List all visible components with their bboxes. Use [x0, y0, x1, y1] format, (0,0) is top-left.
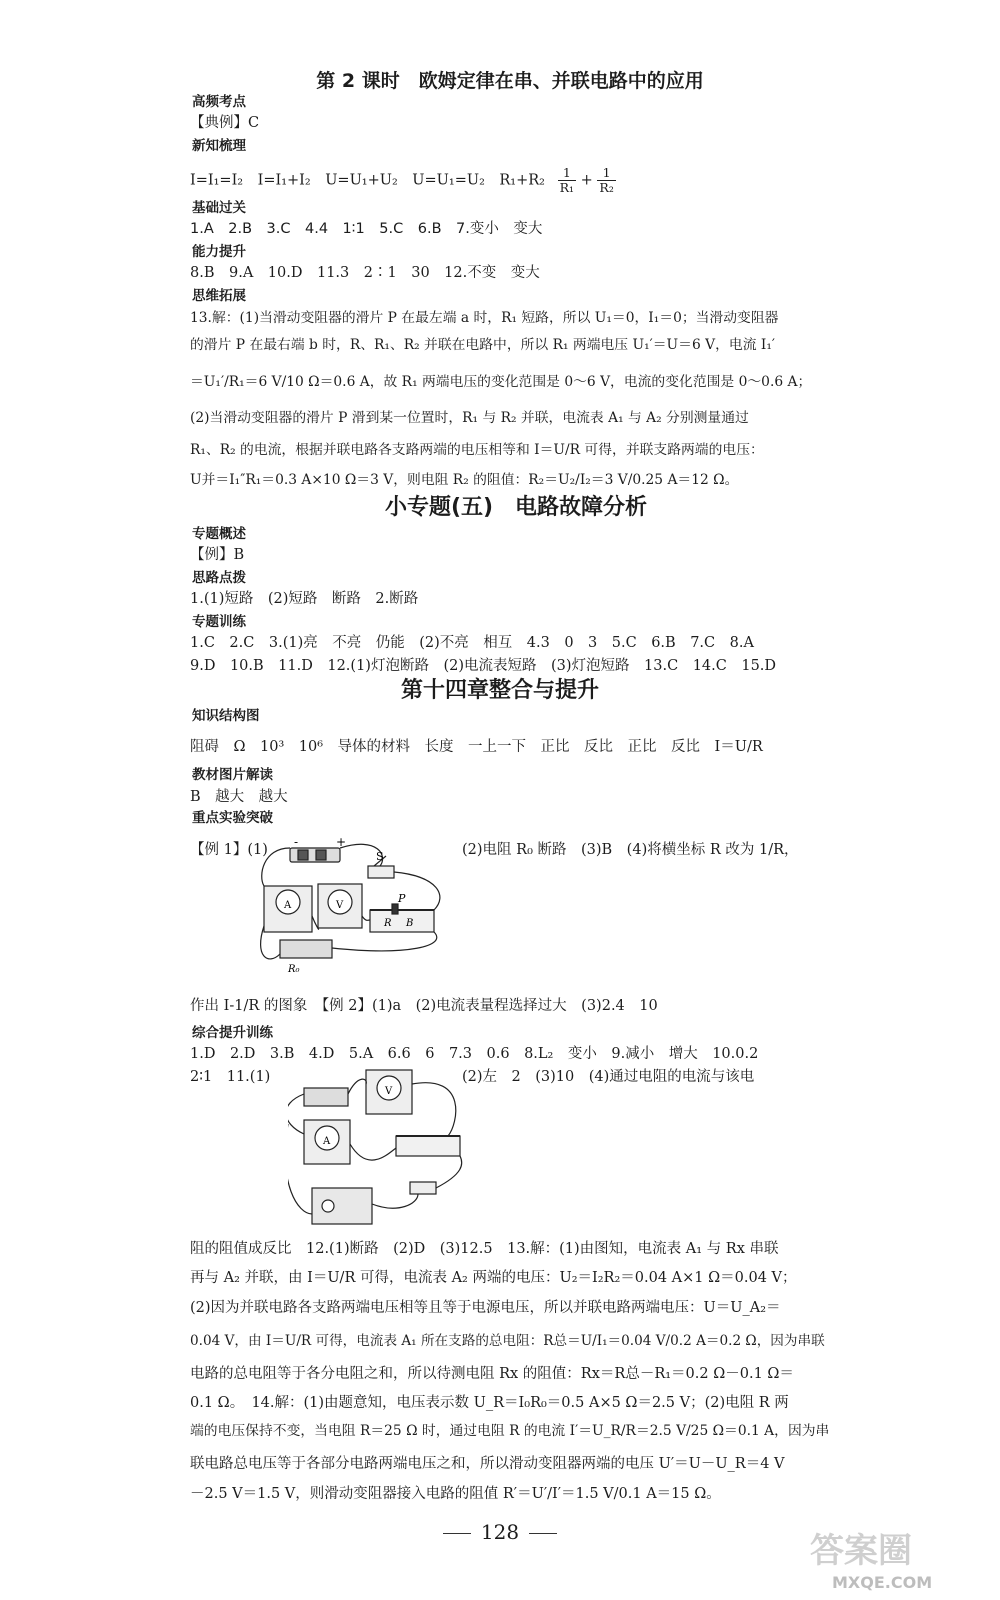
- xunlian-line2: 9.D 10.B 11.D 12.(1)灯泡断路 (2)电流表短路 (3)灯泡短路 13.C 14.C 15.D: [190, 658, 777, 674]
- heading-jichu: 基础过关: [192, 200, 246, 216]
- label-B: B: [406, 918, 414, 929]
- jiaocai-answers: B 越大 越大: [190, 789, 288, 805]
- label-R: R: [384, 918, 392, 929]
- zonghe-line2a: 2∶1 11.(1): [190, 1069, 271, 1085]
- nengli-answers: 8.B 9.A 10.D 11.3 2∶1 30 12.不变 变大: [190, 265, 540, 281]
- label-A2: A: [323, 1136, 331, 1147]
- zonghe-line7: 电路的总电阻等于各分电阻之和，所以待测电阻 Rx 的阻值：Rx＝R总－R₁＝0.2 Ω－0.1 Ω＝: [190, 1366, 794, 1382]
- watermark-logo: [802, 1516, 992, 1596]
- formula-frac-a: $\frac{1}{\text{R₁}}$: [559, 165, 575, 195]
- heading-silu: 思路点拨: [192, 570, 246, 586]
- heading-siwei: 思维拓展: [192, 288, 246, 304]
- heading-zhongdian: 重点实验突破: [192, 810, 273, 826]
- label-P: P: [398, 892, 406, 905]
- heading-gaishu: 专题概述: [192, 526, 246, 542]
- li1-li2-answers: 作出 I-1/R 的图象 【例 2】(1)a (2)电流表量程选择过大 (3)2.4 10: [190, 998, 658, 1014]
- page-number: 128: [0, 1520, 1000, 1544]
- silu-answers: 1.(1)短路 (2)短路 断路 2.断路: [190, 591, 419, 607]
- topic-title: 小专题(五) 电路故障分析: [384, 495, 648, 520]
- zonghe-line9: 端的电压保持不变，当电阻 R＝25 Ω 时，通过电阻 R 的电流 I′＝U_R/R＝2.5 V/25 Ω＝0.1 A，因为串: [190, 1423, 830, 1439]
- zonghe-line11: －2.5 V＝1.5 V，则滑动变阻器接入电路的阻值 R′＝U′/I′＝1.5 V/0.1 A＝15 Ω。: [190, 1486, 721, 1502]
- zonghe-line8: 0.1 Ω。 14.解：(1)由题意知，电压表示数 U_R＝I₀R₀＝0.5 A×5 Ω＝2.5 V；(2)电阻 R 两: [190, 1395, 789, 1411]
- svg-text:答案圈: 答案圈: [810, 1531, 912, 1571]
- formula-line: [190, 166, 820, 195]
- experiment-circuit-diagram-1: [258, 836, 458, 976]
- zonghe-line2b: (2)左 2 (3)10 (4)通过电阻的电流与该电: [462, 1069, 755, 1085]
- formula-frac-b: $\frac{1}{\text{R₂}}$: [599, 165, 614, 195]
- q13-line4: (2)当滑动变阻器的滑片 P 滑到某一位置时，R₁ 与 R₂ 并联，电流表 A₁ 与 A₂ 分别测量通过: [190, 410, 749, 426]
- lesson-title: 第 2 课时 欧姆定律在串、并联电路中的应用: [316, 70, 704, 92]
- heading-jiaocai: 教材图片解读: [192, 767, 273, 783]
- heading-xinzhi: 新知梳理: [192, 138, 246, 154]
- label-V2: V: [385, 1086, 393, 1097]
- q13-line2: 的滑片 P 在最右端 b 时，R、R₁、R₂ 并联在电路中，所以 R₁ 两端电压 U₁′＝U＝6 V，电流 I₁′: [190, 337, 775, 353]
- label-plus: +: [336, 836, 347, 849]
- label-A: A: [284, 900, 292, 911]
- chapter-title: 第十四章整合与提升: [400, 678, 599, 703]
- q13-line6: U并＝I₁″R₁＝0.3 A×10 Ω＝3 V，则电阻 R₂ 的阻值：R₂＝U₂/I₂＝3 V/0.25 A＝12 Ω。: [190, 472, 739, 488]
- q13-line1: 13.解：(1)当滑动变阻器的滑片 P 在最左端 a 时，R₁ 短路，所以 U₁＝0，I₁＝0；当滑动变阻器: [190, 310, 779, 326]
- heading-zonghe: 综合提升训练: [192, 1025, 273, 1041]
- heading-nengli: 能力提升: [192, 244, 246, 260]
- heading-xunlian: 专题训练: [192, 614, 246, 630]
- q13-line5: R₁、R₂ 的电流，根据并联电路各支路两端的电压相等和 I＝U/R 可得，并联支路两端的电压：: [190, 442, 764, 458]
- zonghe-line6: 0.04 V，由 I＝U/R 可得，电流表 A₁ 所在支路的总电阻：R总＝U/I₁＝0.04 V/0.2 A＝0.2 Ω，因为串联: [190, 1333, 825, 1349]
- xunlian-line1: 1.C 2.C 3.(1)亮 不亮 仍能 (2)不亮 相互 4.3 0 3 5.C 6.B 7.C 8.A: [190, 635, 754, 651]
- zonghe-line4: 再与 A₂ 并联，由 I＝U/R 可得，电流表 A₂ 两端的电压：U₂＝I₂R₂＝0.04 A×1 Ω＝0.04 V；: [190, 1270, 797, 1286]
- li-answer: 【例】B: [190, 547, 245, 563]
- label-R0: R₀: [288, 964, 300, 975]
- jichu-answers: 1.A 2.B 3.C 4.4 1∶1 5.C 6.B 7.变小 变大: [190, 221, 543, 237]
- formula-text: I=I₁=I₂ I=I₁+I₂ U=U₁+U₂ U=U₁=U₂ R₁+R₂: [190, 172, 545, 189]
- label-S: S: [376, 850, 384, 863]
- svg-text:MXQE.COM: MXQE.COM: [832, 1573, 933, 1592]
- zhishi-answers: 阻碍 Ω 10³ 10⁶ 导体的材料 长度 一上一下 正比 反比 正比 反比 I＝U/R: [190, 739, 763, 755]
- formula-plus: +: [580, 172, 593, 189]
- heading-gaopin: 高频考点: [192, 94, 246, 110]
- experiment-circuit-diagram-2: [288, 1064, 468, 1234]
- dianli-answer: 【典例】C: [190, 115, 260, 131]
- li1-answers: (2)电阻 R₀ 断路 (3)B (4)将横坐标 R 改为 1/R，: [462, 842, 799, 858]
- zonghe-line1: 1.D 2.D 3.B 4.D 5.A 6.6 6 7.3 0.6 8.L₂ 变小 9.减小 增大 10.0.2: [190, 1046, 759, 1062]
- zonghe-line5: (2)因为并联电路各支路两端电压相等且等于电源电压，所以并联电路两端电压：U＝U_A₂＝: [190, 1300, 781, 1316]
- q13-line3: ＝U₁′/R₁＝6 V/10 Ω＝0.6 A，故 R₁ 两端电压的变化范围是 0～6 V，电流的变化范围是 0～0.6 A；: [190, 374, 812, 390]
- zonghe-line10: 联电路总电压等于各部分电路两端电压之和，所以滑动变阻器两端的电压 U′＝U－U_R＝4 V: [190, 1456, 785, 1472]
- label-V: V: [336, 900, 344, 911]
- heading-zhishi: 知识结构图: [192, 708, 260, 724]
- zonghe-line3: 阻的阻值成反比 12.(1)断路 (2)D (3)12.5 13.解：(1)由图知，电流表 A₁ 与 Rx 串联: [190, 1241, 779, 1257]
- li1-start: 【例 1】(1): [190, 842, 268, 858]
- label-minus: -: [294, 836, 299, 849]
